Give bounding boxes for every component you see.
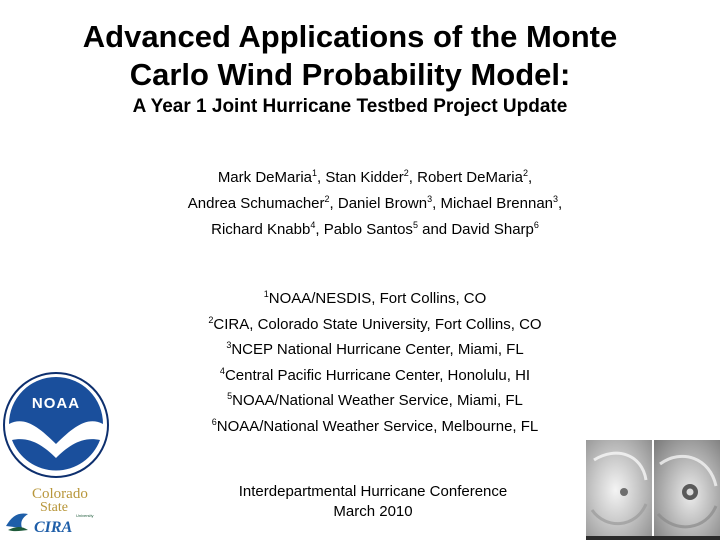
conference-name: Interdepartmental Hurricane Conference (238, 483, 508, 500)
author-separator: , (528, 169, 533, 186)
affiliation-item (100, 388, 650, 414)
author-affil-mark: 3 (427, 194, 433, 204)
csu-logo-line1: Colorado (32, 486, 88, 502)
title-line-2: Carlo Wind Probability Model: (129, 57, 571, 92)
image-caption-strip (586, 536, 720, 540)
author-affil-mark: 4 (310, 220, 316, 230)
title-line-1: Advanced Applications of the Monte (82, 19, 618, 54)
author-separator: , (408, 169, 418, 186)
affiliation-text: NCEP National Hurricane Center, Miami, FL (231, 341, 524, 358)
affiliation-item (100, 363, 650, 389)
affiliation-text: Central Pacific Hurricane Center, Honolulu, HI (224, 366, 531, 384)
author-name: Stan Kidder (325, 169, 404, 186)
conference-info (148, 482, 598, 522)
author-separator: , (317, 169, 326, 186)
author-line-2 (100, 191, 650, 217)
affiliation-number: 6 (211, 416, 217, 427)
affiliation-text: NOAA/National Weather Service, Miami, FL (232, 392, 523, 409)
affiliation-item (100, 337, 650, 363)
author-name: Michael Brennan (440, 195, 554, 212)
affiliation-item (100, 286, 650, 312)
author-separator: , (329, 195, 338, 212)
author-name: Andrea Schumacher (187, 195, 325, 212)
author-list (100, 165, 650, 243)
affiliation-number: 1 (263, 289, 269, 299)
author-affil-mark: 5 (412, 220, 418, 230)
affiliation-text: NOAA/NESDIS, Fort Collins, CO (268, 290, 487, 307)
author-affil-mark: 1 (312, 168, 318, 178)
conference-date: March 2010 (333, 503, 413, 520)
hurricane-image-left (586, 440, 652, 540)
csu-logo-line2: State (40, 500, 68, 515)
csu-logo-small: University (76, 513, 94, 518)
affiliation-number: 4 (219, 365, 225, 376)
cira-logo-text: CIRA (34, 519, 73, 536)
author-name: Richard Knabb (211, 221, 311, 238)
author-separator: , (315, 221, 324, 238)
author-name: Mark DeMaria (217, 169, 312, 186)
affiliation-number: 2 (208, 314, 214, 325)
author-affil-mark: 6 (533, 220, 539, 230)
author-name: Daniel Brown (337, 195, 428, 212)
noaa-logo-text: NOAA (31, 395, 81, 412)
slide-title (0, 18, 700, 94)
author-separator: , (558, 195, 563, 212)
affiliation-list (100, 286, 650, 439)
cira-swoosh-icon (6, 514, 28, 529)
author-name: Robert DeMaria (417, 169, 523, 186)
slide-subtitle: A Year 1 Joint Hurricane Testbed Project Update (132, 96, 568, 117)
affiliation-number: 5 (227, 391, 233, 401)
satellite-images (586, 440, 720, 540)
affiliation-item (100, 414, 650, 440)
author-separator: , (432, 195, 441, 212)
affiliation-item (100, 312, 650, 338)
hurricane-eye-icon (620, 488, 628, 496)
csu-cira-logo-icon (2, 482, 110, 538)
author-name: David Sharp (451, 221, 534, 238)
author-affil-mark: 2 (522, 168, 528, 178)
author-affil-mark: 2 (324, 194, 330, 204)
author-line-1 (100, 165, 650, 191)
affiliation-text: NOAA/National Weather Service, Melbourne, FL (216, 417, 539, 435)
cira-wave-icon (8, 527, 28, 531)
author-separator: and (417, 221, 452, 238)
hurricane-image-right (654, 440, 720, 540)
author-name: Pablo Santos (323, 221, 413, 238)
noaa-logo-icon (0, 372, 112, 478)
affiliation-number: 3 (226, 340, 232, 350)
affiliation-text: CIRA, Colorado State University, Fort Collins, CO (213, 315, 542, 333)
author-affil-mark: 2 (403, 168, 409, 178)
author-affil-mark: 3 (553, 194, 559, 204)
author-line-3 (100, 217, 650, 243)
